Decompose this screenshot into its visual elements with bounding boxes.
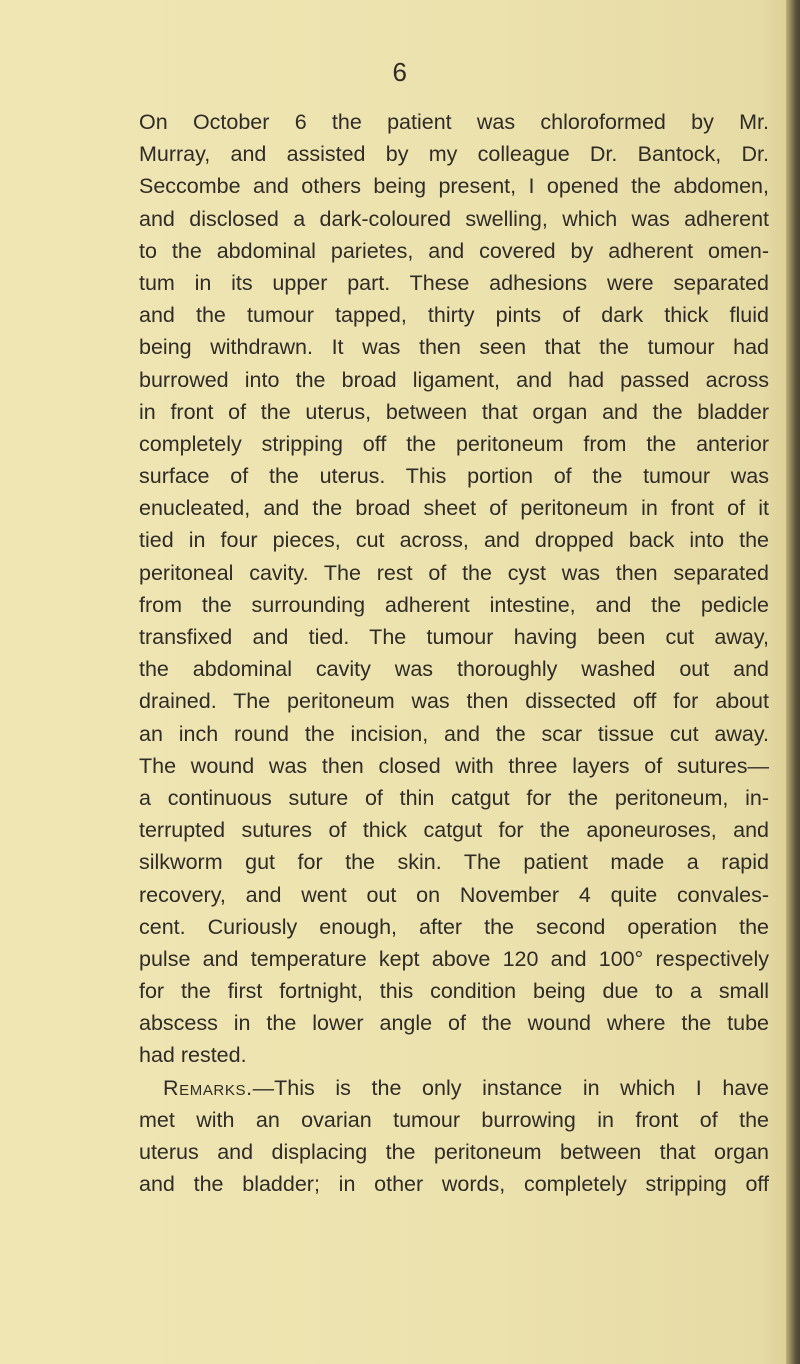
text-line: abscess in the lower angle of the wound where the tube (139, 1011, 769, 1036)
text-line: an inch round the incision, and the scar tissue cut away. (139, 721, 769, 746)
page-edge (786, 0, 800, 1364)
text-line: transfixed and tied. The tumour having been cut away, (139, 625, 769, 649)
text-line: being withdrawn. It was then seen that the tumour had (139, 335, 769, 360)
text-line: recovery, and went out on November 4 quite convales- (139, 882, 769, 907)
text-line: for the first fortnight, this condition being due to a small (139, 979, 769, 1004)
text-line: a continuous suture of thin catgut for the peritoneum, in- (139, 785, 769, 810)
text-line: completely stripping off the peritoneum from the anterior (139, 431, 769, 456)
text-line: The wound was then closed with three layers of sutures— (139, 753, 769, 778)
remarks-line: and the bladder; in other words, completely stripping off (139, 1172, 769, 1197)
text-line: silkworm gut for the skin. The patient made a rapid (139, 850, 769, 875)
text-line: pulse and temperature kept above 120 and 100° respectively (139, 946, 769, 971)
remarks-line-text: —This is the only instance in which I have (252, 1075, 769, 1100)
remarks-line (139, 1072, 769, 1104)
text-line: Murray, and assisted by my colleague Dr. Bantock, Dr. (139, 142, 769, 167)
text-line: from the surrounding adherent intestine, and the pedicle (139, 592, 769, 617)
remarks-label: Remarks. (163, 1075, 253, 1100)
text-line: burrowed into the broad ligament, and had passed across (139, 367, 769, 392)
remarks-line: met with an ovarian tumour burrowing in front of the (139, 1107, 769, 1132)
text-line: On October 6 the patient was chloroformed by Mr. (139, 110, 769, 134)
text-line: in front of the uterus, between that organ and the bladder (139, 399, 769, 424)
text-line: tum in its upper part. These adhesions were separated (139, 270, 769, 295)
text-line: Seccombe and others being present, I opened the abdomen, (139, 174, 769, 199)
text-line: to the abdominal parietes, and covered by adherent omen- (139, 238, 769, 263)
text-line: drained. The peritoneum was then dissected off for about (139, 689, 769, 714)
text-line: enucleated, and the broad sheet of peritoneum in front of it (139, 496, 769, 521)
text-line: cent. Curiously enough, after the second operation the (139, 914, 769, 939)
text-line: had rested. (139, 1043, 247, 1068)
text-line: terrupted sutures of thick catgut for the aponeuroses, and (139, 818, 769, 843)
text-line: peritoneal cavity. The rest of the cyst was then separated (139, 560, 769, 585)
remarks-line: uterus and displacing the peritoneum between that organ (139, 1140, 769, 1164)
page-number: 6 (392, 57, 408, 87)
text-line: and disclosed a dark-coloured swelling, which was adherent (139, 206, 769, 231)
text-line: and the tumour tapped, thirty pints of dark thick fluid (139, 303, 769, 328)
text-line: the abdominal cavity was thoroughly washed out and (139, 657, 769, 682)
text-line: surface of the uterus. This portion of the tumour was (139, 464, 769, 489)
text-line: tied in four pieces, cut across, and dropped back into the (139, 528, 769, 553)
body-text (139, 106, 769, 1200)
